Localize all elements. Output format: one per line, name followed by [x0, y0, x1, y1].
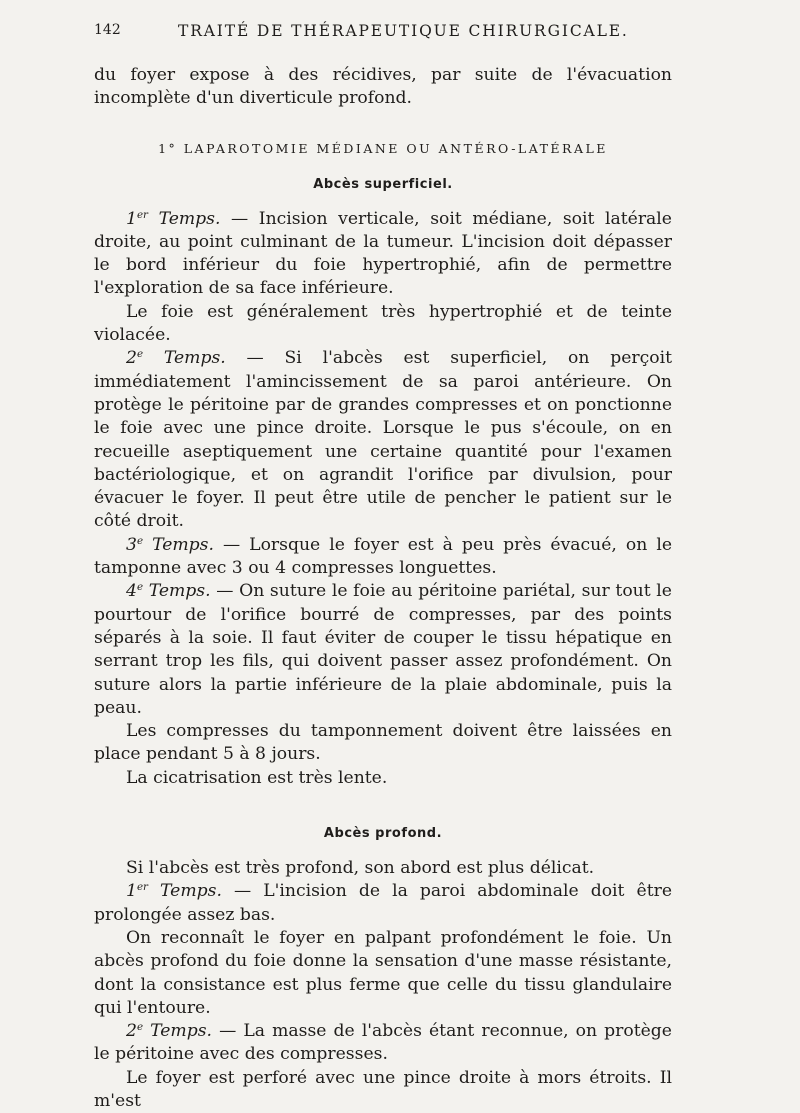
page-number: 142 [94, 22, 121, 38]
paragraph-sup-stage-3: 3e Temps. — Lorsque le foyer est à peu près évacué, on le tamponne avec 3 ou 4 compresses longuettes. [94, 534, 672, 579]
paragraph-deep-stage-2: 2e Temps. — La masse de l'abcès étant reconnue, on protège le péritoine avec des compresses. [94, 1020, 672, 1065]
stage-label: 2e Temps. [126, 348, 226, 369]
continuation-paragraph: du foyer expose à des récidives, par suite de l'évacuation incomplète d'un diverticule profond. [94, 65, 672, 109]
paragraph-sup-liver: Le foie est généralement très hypertrophié et de teinte violacée. [94, 301, 672, 346]
paragraph-sup-stage-2: 2e Temps. — Si l'abcès est superficiel, on perçoit immédiatement l'amincissement de sa paroi antérieure. On protège le péritoine par de grandes compresses et on ponctionne le foie avec une pince droite. Lorsque le pus s'écoule, on en recueille aseptiquement une certaine quantité pour l'examen bactériologique, et on agrandit l'orifice par divulsion, pour évacuer le foyer. Il peut être utile de pencher le patient sur le côté droit. [94, 348, 672, 532]
stage-label: 4e Temps. [126, 581, 211, 602]
paragraph-sup-compresses: Les compresses du tamponnement doivent être laissées en place pendant 5 à 8 jours. [94, 721, 672, 765]
running-title: TRAITÉ DE THÉRAPEUTIQUE CHIRURGICALE. [178, 22, 629, 40]
running-header [94, 22, 672, 46]
paragraph-deep-palpation: On reconnaît le foyer en palpant profondément le foie. Un abcès profond du foie donne la sensation d'une masse résistante, dont la consistance est plus ferme que celle du tissu glandulaire qui l'entoure. [94, 927, 672, 1018]
stage-label: 2e Temps. [126, 1020, 213, 1042]
stage-label: 1er Temps. [126, 208, 221, 229]
stage-label: 3e Temps. [126, 534, 214, 555]
paragraph-sup-stage-1: 1er Temps. — Incision verticale, soit médiane, soit latérale droite, au point culminant de la tumeur. L'incision doit dépasser le bord inférieur du foie hypertrophié, afin de permettre l'exploration de sa face inférieure. [94, 208, 672, 299]
paragraph-sup-cicatrisation: La cicatrisation est très lente. [126, 767, 388, 788]
stage-label: 1er Temps. [126, 881, 222, 902]
subsection-heading-superficial: Abcès superficiel. [313, 176, 453, 192]
paragraph-deep-perforation: Le foyer est perforé avec une pince droite à mors étroits. Il m'est [94, 1067, 672, 1111]
paragraph-sup-stage-4: 4e Temps. — On suture le foie au péritoine pariétal, sur tout le pourtour de l'orifice bourré de compresses, par des points séparés à la soie. Il faut éviter de couper le tissu hépatique en serrant trop les fils, qui doivent passer assez profondément. On suture alors la partie inférieure de la plaie abdominale, puis la peau. [94, 581, 672, 718]
paragraph-deep-intro: Si l'abcès est très profond, son abord est plus délicat. [126, 858, 595, 879]
paragraph-deep-stage-1: 1er Temps. — L'incision de la paroi abdominale doit être prolongée assez bas. [94, 881, 672, 925]
subsection-heading-deep: Abcès profond. [323, 826, 443, 842]
section-title: 1° LAPAROTOMIE MÉDIANE OU ANTÉRO-LATÉRALE [158, 140, 608, 156]
